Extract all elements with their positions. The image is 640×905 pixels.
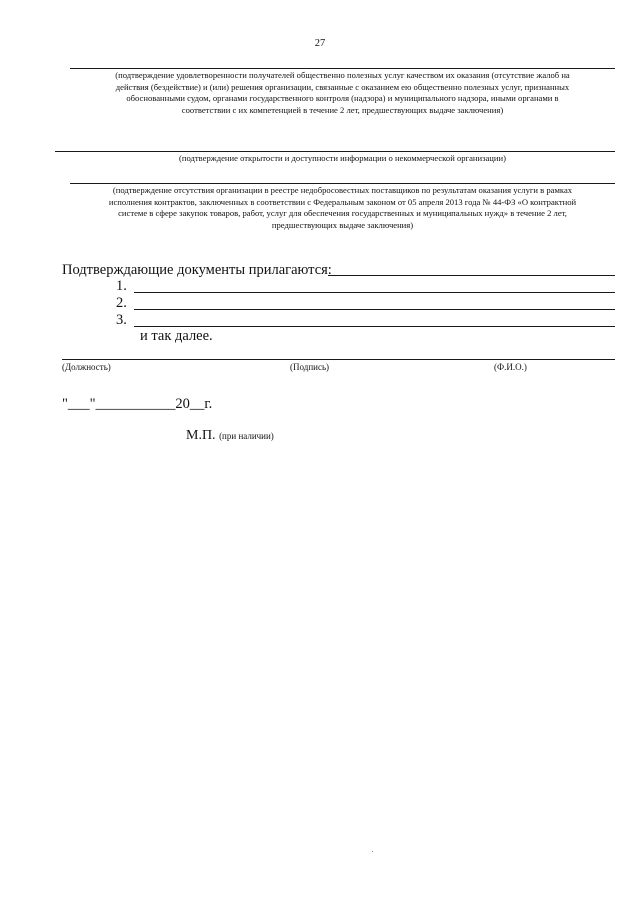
fill-line-registry	[70, 183, 615, 184]
caption-line: обоснованными судом, органами государственного контроля (надзора) и муниципального надзора, иными органами в	[126, 93, 559, 103]
stamp-label: М.П.	[186, 428, 216, 443]
document-item-2-number: 2.	[116, 295, 127, 311]
signature-label: (Подпись)	[290, 362, 330, 372]
caption-registry	[70, 185, 615, 231]
document-item-1-line	[134, 292, 615, 293]
position-label: (Должность)	[62, 362, 111, 372]
document-item-3-number: 3.	[116, 312, 127, 328]
caption-satisfaction	[70, 70, 615, 116]
fill-line-satisfaction	[70, 68, 615, 69]
caption-openness	[70, 153, 615, 165]
document-item-3-line	[134, 326, 615, 327]
caption-line: (подтверждение открытости и доступности информации о некоммерческой организации)	[179, 153, 506, 163]
fill-line-openness	[55, 151, 615, 152]
caption-line: исполнения контрактов, заключенных в соответствии с Федеральным законом от 05 апреля 2013 года № 44-ФЗ «О контрактной	[108, 196, 577, 207]
date-line: "___"___________20__г.	[62, 396, 213, 412]
caption-line: (подтверждение удовлетворенности получателей общественно полезных услуг качеством их оказания (отсутствие жалоб на	[115, 70, 570, 80]
caption-line: действия (бездействие) и (или) решения организации, связанные с оказанием ею общественно полезных услуг, признанных	[115, 81, 570, 92]
caption-line: соответствии с их компетенцией в течение 2 лет, предшествующих выдаче заключения)	[181, 104, 504, 115]
name-label: (Ф.И.О.)	[494, 362, 527, 372]
caption-line: (подтверждение отсутствия организации в реестре недобросовестных поставщиков по результатам оказания услуги в рамках	[112, 185, 573, 195]
caption-line: предшествующих выдаче заключения)	[271, 219, 414, 230]
document-item-1-number: 1.	[116, 278, 127, 294]
stamp-placeholder	[186, 428, 274, 444]
caption-line: системе в сфере закупок товаров, работ, услуг для обеспечения государственных и муниципальных нужд» в течение 2 лет,	[118, 208, 567, 218]
documents-continuation: и так далее.	[140, 328, 213, 344]
scan-speck	[372, 851, 373, 852]
fill-line-heading	[328, 275, 615, 276]
stamp-note: (при наличии)	[219, 431, 274, 441]
document-item-2-line	[134, 309, 615, 310]
documents-heading: Подтверждающие документы прилагаются:	[62, 262, 332, 278]
page-number: 27	[314, 38, 326, 49]
signature-line	[62, 359, 615, 360]
